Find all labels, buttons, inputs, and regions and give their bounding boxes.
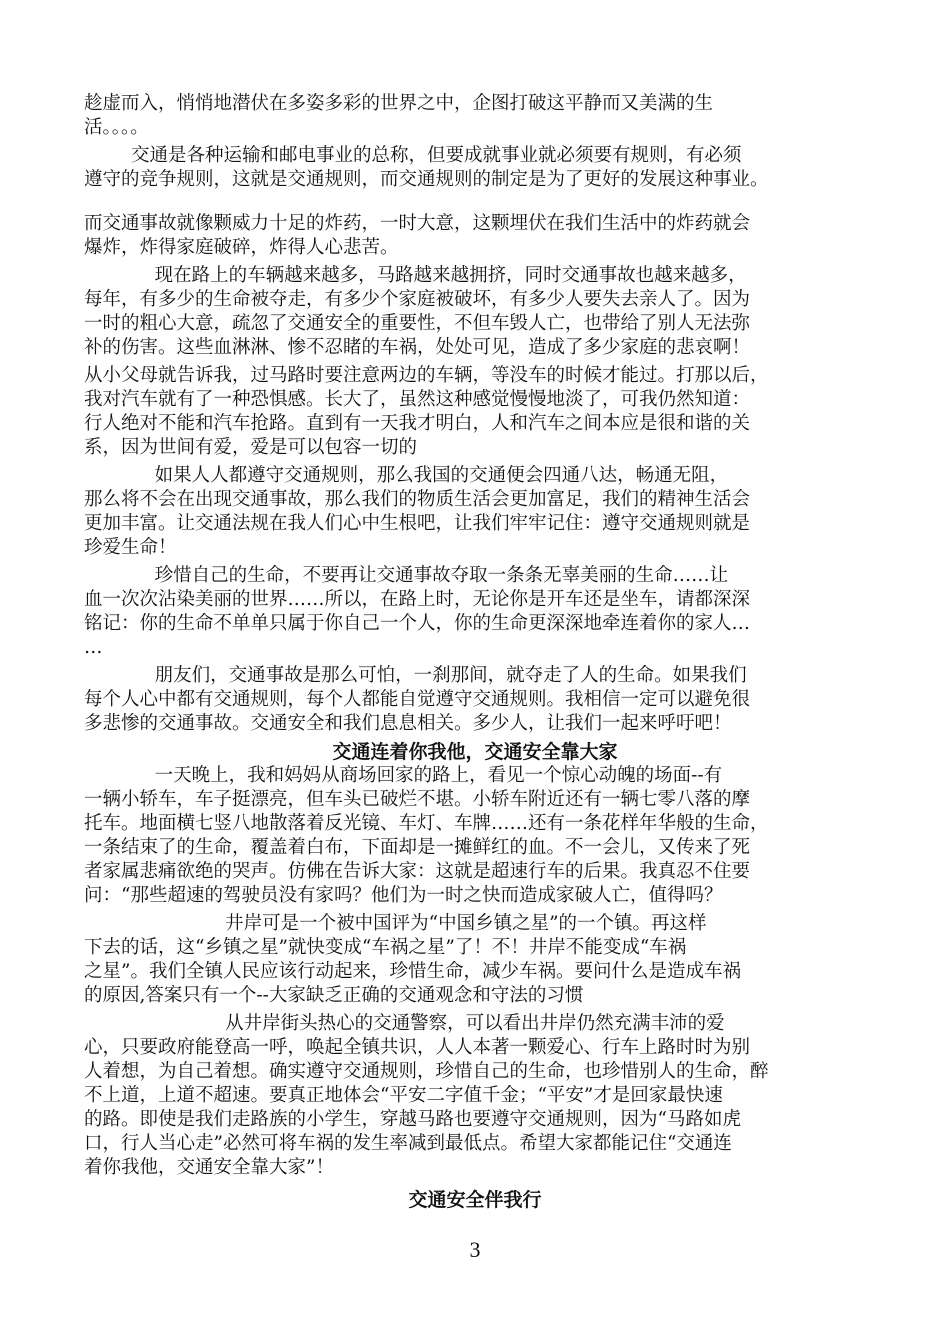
text-line: 趁虚而入，悄悄地潜伏在多姿多彩的世界之中，企图打破这平静而又美满的生 [84, 93, 714, 114]
text-line: 现在路上的车辆越来越多，马路越来越拥挤，同时交通事故也越来越多， [84, 265, 747, 286]
text-line: 之星”。我们全镇人民应该行动起来，珍惜生命，减少车祸。要问什么是造成车祸 [84, 961, 741, 982]
text-line: 行人绝对不能和汽车抢路。直到有一天我才明白，人和汽车之间本应是很和谐的关 [84, 413, 751, 434]
text-line: 者家属悲痛欲绝的哭声。仿佛在告诉大家：这就是超速行车的后果。我真忍不住要 [84, 861, 751, 882]
text-line: 铭记：你的生命不单单只属于你自己一个人，你的生命更深深地牵连着你的家人… [84, 613, 751, 634]
text-line: 如果人人都遵守交通规则，那么我国的交通便会四通八达，畅通无阻， [84, 465, 729, 486]
text-line: 着你我他，交通安全靠大家”！ [84, 1157, 334, 1178]
text-line: 每个人心中都有交通规则，每个人都能自觉遵守交通规则。我相信一定可以避免很 [84, 689, 751, 710]
text-line: 活。。。。 [84, 117, 149, 138]
text-line: 那么将不会在出现交通事故，那么我们的物质生活会更加富足，我们的精神生活会 [84, 489, 751, 510]
text-line: 人着想，为自己着想。确实遵守交通规则，珍惜自己的生命，也珍惜别人的生命，醉 [84, 1061, 769, 1082]
text-line: 珍惜自己的生命，不要再让交通事故夺取一条条无辜美丽的生命……让 [84, 565, 729, 586]
text-line: 从井岸街头热心的交通警察，可以看出井岸仍然充满丰沛的爱 [84, 1013, 725, 1034]
text-line: 一辆小轿车，车子挺漂亮，但车头已破烂不堪。小轿车附近还有一辆七零八落的摩 [84, 789, 751, 810]
text-line: 爆炸，炸得家庭破碎，炸得人心悲苦。 [84, 237, 399, 258]
section-heading-1: 交通连着你我他，交通安全靠大家 [332, 741, 618, 763]
text-line: 下去的话，这“乡镇之星”就快变成“车祸之星”了！不！井岸不能变成“车祸 [84, 937, 687, 958]
text-line: 而交通事故就像颗威力十足的炸药，一时大意，这颗埋伏在我们生活中的炸药就会 [84, 213, 751, 234]
text-line: 一天晚上，我和妈妈从商场回家的路上，看见一个惊心动魄的场面--有 [84, 765, 723, 786]
text-line: 从小父母就告诉我，过马路时要注意两边的车辆，等没车的时候才能过。打那以后， [84, 365, 769, 386]
text-line: 问：“那些超速的驾驶员没有家吗？他们为一时之快而造成家破人亡，值得吗？ [84, 885, 723, 906]
page-number: 3 [469, 1237, 481, 1262]
text-line: 更加丰富。让交通法规在我人们心中生根吧，让我们牢牢记住：遵守交通规则就是 [84, 513, 751, 534]
text-line: 的路。即使是我们走路族的小学生，穿越马路也要遵守交通规则，因为“马路如虎 [84, 1109, 741, 1130]
text-line: 每年，有多少的生命被夺走，有多少个家庭被破坏，有多少人要失去亲人了。因为 [84, 289, 751, 310]
text-line: 口，行人当心走”必然可将车祸的发生率减到最低点。希望大家都能记住“交通连 [84, 1133, 732, 1154]
text-line: 不上道，上道不超速。要真正地体会“平安二字值千金；“平安”才是回家最快速 [84, 1085, 723, 1106]
text-line: 我对汽车就有了一种恐惧感。长大了，虽然这种感觉慢慢地淡了，可我仍然知道： [84, 389, 751, 410]
text-line: 一条结束了的生命，覆盖着白布，下面却是一摊鲜红的血。不一会儿，又传来了死 [84, 837, 751, 858]
text-line: 井岸可是一个被中国评为“中国乡镇之星”的一个镇。再这样 [84, 913, 707, 934]
text-line: 多悲惨的交通事故。交通安全和我们息息相关。多少人，让我们一起来呼吁吧！ [84, 713, 732, 734]
text-line: 珍爱生命！ [84, 537, 177, 558]
text-line: … [84, 637, 103, 658]
text-line: 交通是各种运输和邮电事业的总称，但要成就事业就必须要有规则，有必须 [84, 145, 742, 166]
text-line: 血一次次沾染美丽的世界……所以，在路上时，无论你是开车还是坐车，请都深深 [84, 589, 751, 610]
text-line: 一时的粗心大意，疏忽了交通安全的重要性，不但车毁人亡，也带给了别人无法弥 [84, 313, 751, 334]
text-line: 的原因,答案只有一个--大家缺乏正确的交通观念和守法的习惯 [84, 985, 584, 1006]
text-line: 遵守的竞争规则，这就是交通规则，而交通规则的制定是为了更好的发展这种事业。 [84, 169, 769, 190]
section-heading-2: 交通安全伴我行 [408, 1189, 542, 1211]
text-line: 朋友们，交通事故是那么可怕，一刹那间，就夺走了人的生命。如果我们 [84, 665, 747, 686]
text-line: 系，因为世间有爱，爱是可以包容一切的 [84, 437, 418, 458]
text-line: 补的伤害。这些血淋淋、惨不忍睹的车祸，处处可见，造成了多少家庭的悲哀啊！ [84, 337, 751, 358]
text-line: 托车。地面横七竖八地散落着反光镜、车灯、车牌……还有一条花样年华般的生命， [84, 813, 769, 834]
text-line: 心，只要政府能登高一呼，唤起全镇共识，人人本著一颗爱心、行车上路时时为别 [84, 1037, 751, 1058]
